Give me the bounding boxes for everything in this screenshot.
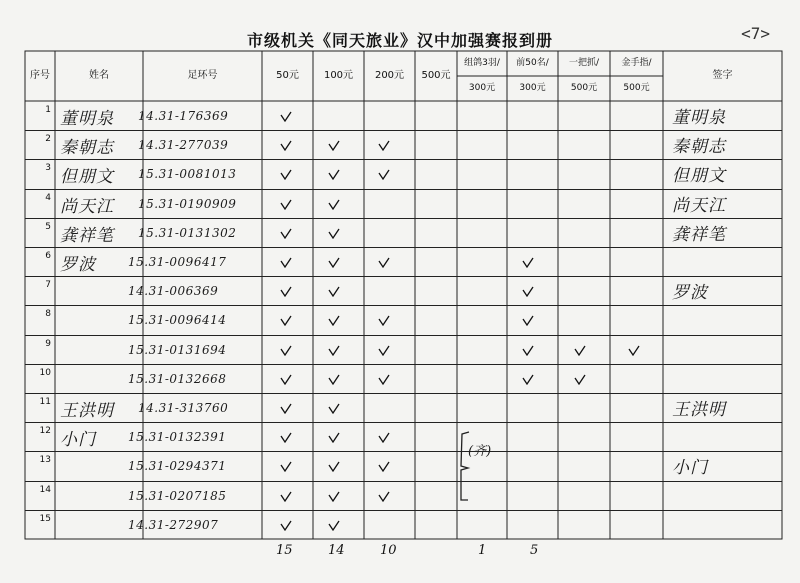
row-seq: 5: [45, 221, 51, 232]
header-top50-bottom: 300元: [519, 83, 546, 94]
row-name: 秦朝志: [60, 138, 114, 159]
check-mark-c50: [280, 257, 292, 268]
row-seq: 12: [39, 426, 51, 437]
check-mark-c200: [378, 257, 390, 268]
check-mark-top50: [522, 315, 534, 326]
row-seq: 7: [45, 280, 51, 291]
check-mark-c200: [378, 432, 390, 443]
total-50: 15: [276, 543, 293, 558]
check-mark-c200: [378, 491, 390, 502]
header-name: 姓名: [89, 70, 109, 81]
row-seq: 8: [45, 309, 51, 320]
row-seq: 14: [39, 484, 51, 495]
row-ring-number: 15.31-0190909: [138, 196, 237, 211]
row-seq: 15: [39, 513, 51, 524]
check-mark-c100: [328, 169, 340, 180]
check-mark-c50: [280, 374, 292, 385]
header-group3-top: 组鸽3羽/: [464, 58, 500, 69]
group-bracket-mark: [458, 430, 472, 502]
total-group3: 1: [478, 543, 487, 558]
check-mark-top50: [522, 257, 534, 268]
page-title: 市级机关《同天旅业》汉中加强赛报到册: [246, 31, 553, 50]
row-seq: 3: [45, 163, 51, 174]
check-mark-c50: [280, 345, 292, 356]
check-mark-gold: [628, 345, 640, 356]
header-grab-top: 一把抓/: [568, 58, 600, 69]
check-mark-c50: [280, 140, 292, 151]
check-mark-c200: [378, 315, 390, 326]
row-signature: 罗波: [672, 283, 708, 304]
header-ring: 足环号: [187, 70, 218, 81]
row-seq: 2: [45, 134, 51, 145]
row-ring-number: 14.31-006369: [128, 284, 219, 299]
total-top50: 5: [530, 543, 539, 558]
row-name: 龚祥笔: [60, 225, 114, 246]
check-mark-c200: [378, 461, 390, 472]
check-mark-c100: [328, 374, 340, 385]
row-seq: 11: [39, 397, 51, 407]
check-mark-c50: [280, 111, 292, 122]
row-ring-number: 15.31-0132391: [128, 430, 227, 445]
check-mark-c200: [378, 169, 390, 180]
total-200: 10: [380, 543, 397, 558]
row-seq: 6: [45, 251, 51, 261]
header-group3-bottom: 300元: [468, 83, 496, 94]
check-mark-top50: [522, 374, 534, 385]
row-signature: 秦朝志: [672, 137, 726, 158]
check-mark-c50: [280, 315, 292, 326]
header-gold-top: 金手指/: [621, 58, 652, 69]
row-signature: 小门: [672, 458, 708, 479]
check-mark-grab: [574, 374, 586, 385]
row-name: 董明泉: [60, 109, 114, 129]
row-ring-number: 15.31-0131694: [128, 342, 227, 357]
page-number: <7>: [741, 24, 770, 43]
row-name: 尚天江: [60, 196, 114, 217]
row-signature: 董明泉: [672, 108, 726, 128]
row-ring-number: 15.31-0207185: [128, 488, 227, 503]
row-name: 但朋文: [60, 167, 114, 188]
check-mark-c50: [280, 169, 292, 180]
check-mark-c100: [328, 228, 340, 239]
row-seq: 13: [39, 455, 51, 466]
total-100: 14: [328, 543, 345, 558]
row-ring-number: 14.31-176369: [138, 109, 229, 123]
row-name: 罗波: [60, 255, 96, 275]
header-50: 50元: [276, 70, 299, 81]
header-sign: 签字: [712, 70, 733, 81]
row-ring-number: 15.31-0294371: [128, 459, 227, 474]
check-mark-c200: [378, 374, 390, 385]
row-signature: 但朋文: [672, 166, 726, 187]
header-500: 500元: [421, 70, 451, 81]
check-mark-c100: [328, 491, 340, 502]
check-mark-top50: [522, 286, 534, 297]
check-mark-c100: [328, 432, 340, 443]
check-mark-c100: [328, 140, 340, 151]
check-mark-c50: [280, 432, 292, 443]
row-ring-number: 15.31-0096417: [128, 255, 227, 269]
check-mark-c100: [328, 345, 340, 356]
check-mark-c50: [280, 228, 292, 239]
row-seq: 1: [45, 105, 51, 115]
header-200: 200元: [374, 70, 405, 81]
row-seq: 9: [45, 338, 51, 349]
row-name: 王洪明: [60, 401, 114, 421]
check-mark-c100: [328, 257, 340, 268]
row-ring-number: 14.31-272907: [128, 517, 219, 532]
check-mark-top50: [522, 345, 534, 356]
check-mark-c50: [280, 461, 292, 472]
row-ring-number: 15.31-0132668: [128, 371, 227, 386]
row-signature: 王洪明: [672, 400, 726, 420]
header-gold-bottom: 500元: [623, 83, 650, 94]
row-ring-number: 14.31-313760: [138, 401, 229, 415]
row-signature: 龚祥笔: [672, 224, 726, 245]
check-mark-c50: [280, 199, 292, 210]
row-ring-number: 15.31-0096414: [128, 313, 227, 328]
row-ring-number: 14.31-277039: [138, 138, 229, 153]
check-mark-c200: [378, 345, 390, 356]
row-signature: 尚天江: [672, 195, 726, 216]
check-mark-c50: [280, 286, 292, 297]
check-mark-grab: [574, 345, 586, 356]
header-grab-bottom: 500元: [570, 83, 598, 94]
row-name: 小门: [60, 430, 96, 451]
check-mark-c50: [280, 491, 292, 502]
check-mark-c100: [328, 520, 340, 531]
check-mark-c50: [280, 403, 292, 414]
row-seq: 4: [45, 192, 51, 203]
check-mark-c200: [378, 140, 390, 151]
check-mark-c100: [328, 403, 340, 414]
header-top50-top: 前50名/: [516, 58, 549, 69]
row-ring-number: 15.31-0081013: [138, 167, 237, 182]
check-mark-c100: [328, 199, 340, 210]
check-mark-c50: [280, 520, 292, 531]
group-pigeon-note: (齐): [468, 444, 492, 459]
row-ring-number: 15.31-0131302: [138, 225, 237, 240]
check-mark-c100: [328, 286, 340, 297]
row-seq: 10: [39, 367, 51, 378]
header-100: 100元: [323, 70, 354, 81]
header-seq: 序号: [30, 70, 50, 81]
check-mark-c100: [328, 461, 340, 472]
check-mark-c100: [328, 315, 340, 326]
